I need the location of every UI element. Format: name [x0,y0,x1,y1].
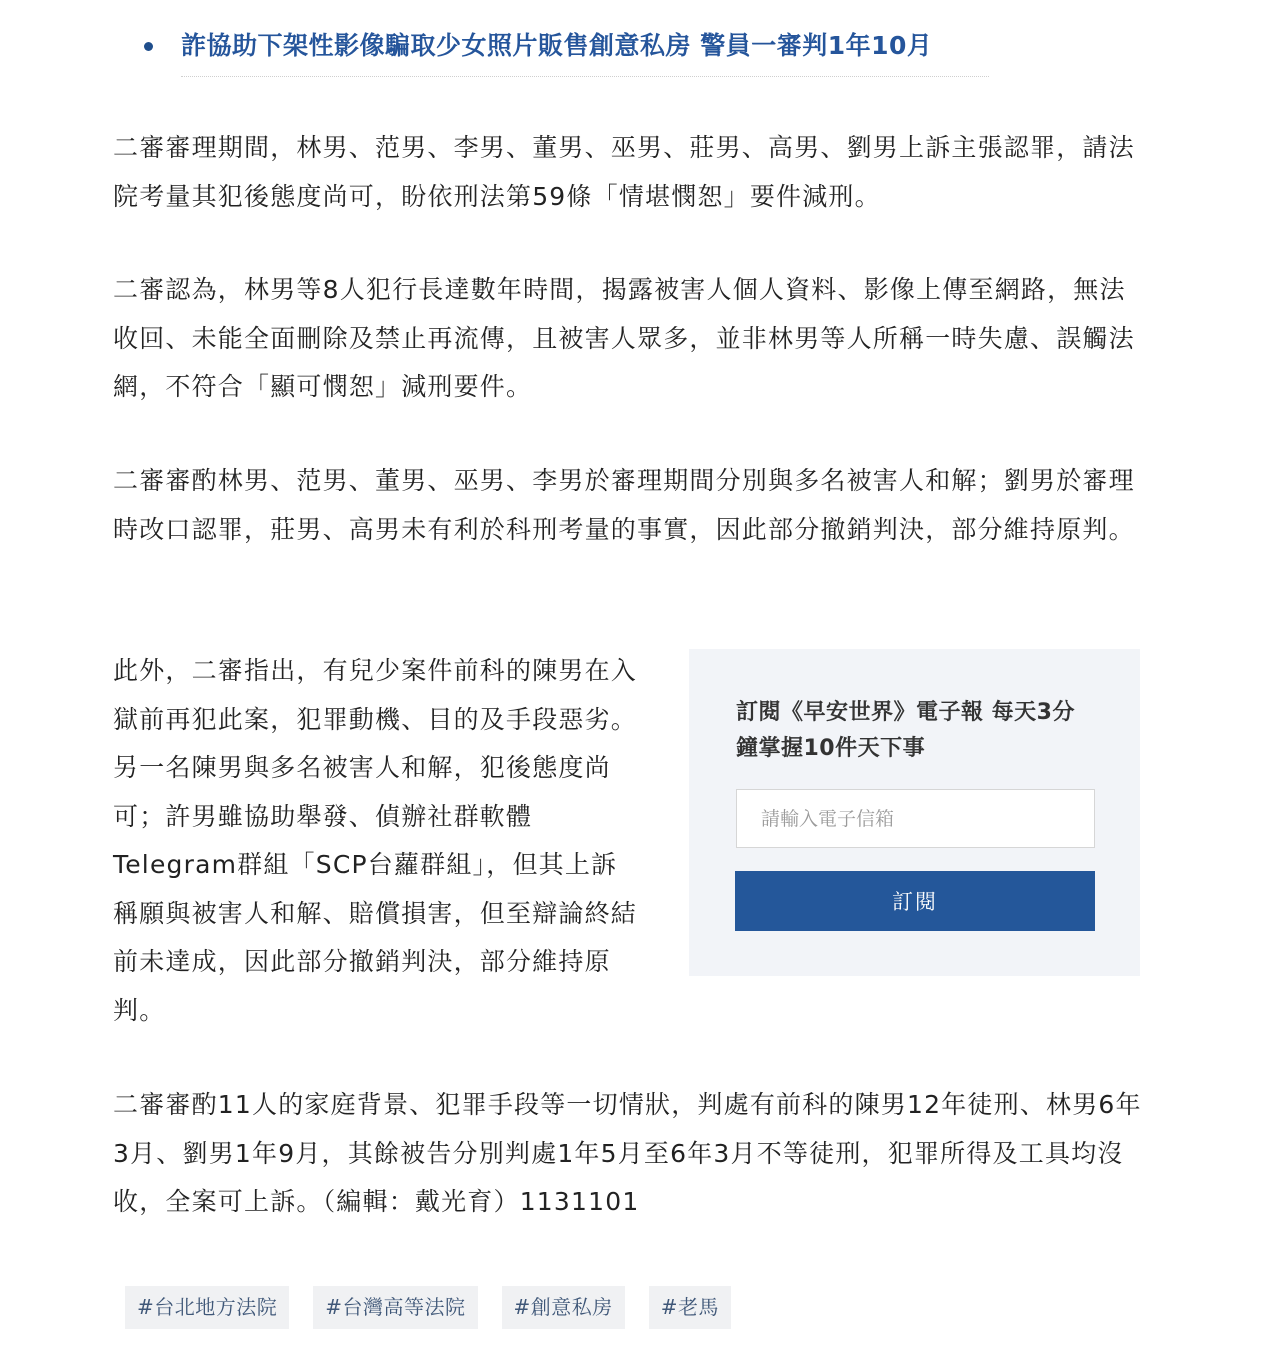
tag-link[interactable]: #老馬 [649,1286,731,1329]
tag-list [125,1286,731,1329]
bullet-dot-icon [144,42,153,51]
newsletter-title: 訂閱《早安世界》電子報 每天3分鐘掌握10件天下事 [736,700,1075,761]
email-input[interactable] [736,789,1095,848]
article-paragraph: 二審審理期間，林男、范男、李男、董男、巫男、莊男、高男、劉男上訴主張認罪，請法院考量其犯後態度尚可，盼依刑法第59條「情堪憫恕」要件減刑。 [113,133,1135,211]
article-paragraph: 此外，二審指出，有兒少案件前科的陳男在入獄前再犯此案，犯罪動機、目的及手段惡劣。另一名陳男與多名被害人和解，犯後態度尚可；許男雖協助舉發、偵辦社群軟體Telegram群組「SCP台蘿群組」，但其上訴稱願與被害人和解、賠償損害，但至辯論終結前未達成，因此部分撤銷判決，部分維持原判。 [113,656,638,1025]
article-paragraph: 二審審酌11人的家庭背景、犯罪手段等一切情狀，判處有前科的陳男12年徒刑、林男6年3月、劉男1年9月，其餘被告分別判處1年5月至6年3月不等徒刑，犯罪所得及工具均沒收，全案可上訴。（編輯：戴光育）1131101 [113,1090,1142,1216]
tag-link[interactable]: #創意私房 [502,1286,625,1329]
article-paragraph: 二審認為，林男等8人犯行長達數年時間，揭露被害人個人資料、影像上傳至網路，無法收回、未能全面刪除及禁止再流傳，且被害人眾多，並非林男等人所稱一時失慮、誤觸法網，不符合「顯可憫恕」減刑要件。 [113,275,1135,401]
related-divider [181,76,989,77]
related-articles [140,28,990,77]
related-article-item [140,28,990,64]
subscribe-button[interactable]: 訂閱 [735,871,1095,931]
tag-link[interactable]: #台北地方法院 [125,1286,289,1329]
newsletter-signup-box [689,649,1140,976]
tag-link[interactable]: #台灣高等法院 [313,1286,477,1329]
article-paragraph: 二審審酌林男、范男、董男、巫男、李男於審理期間分別與多名被害人和解；劉男於審理時改口認罪，莊男、高男未有利於科刑考量的事實，因此部分撤銷判決，部分維持原判。 [113,466,1135,544]
related-article-link[interactable]: 詐協助下架性影像騙取少女照片販售創意私房 警員一審判1年10月 [181,31,933,60]
